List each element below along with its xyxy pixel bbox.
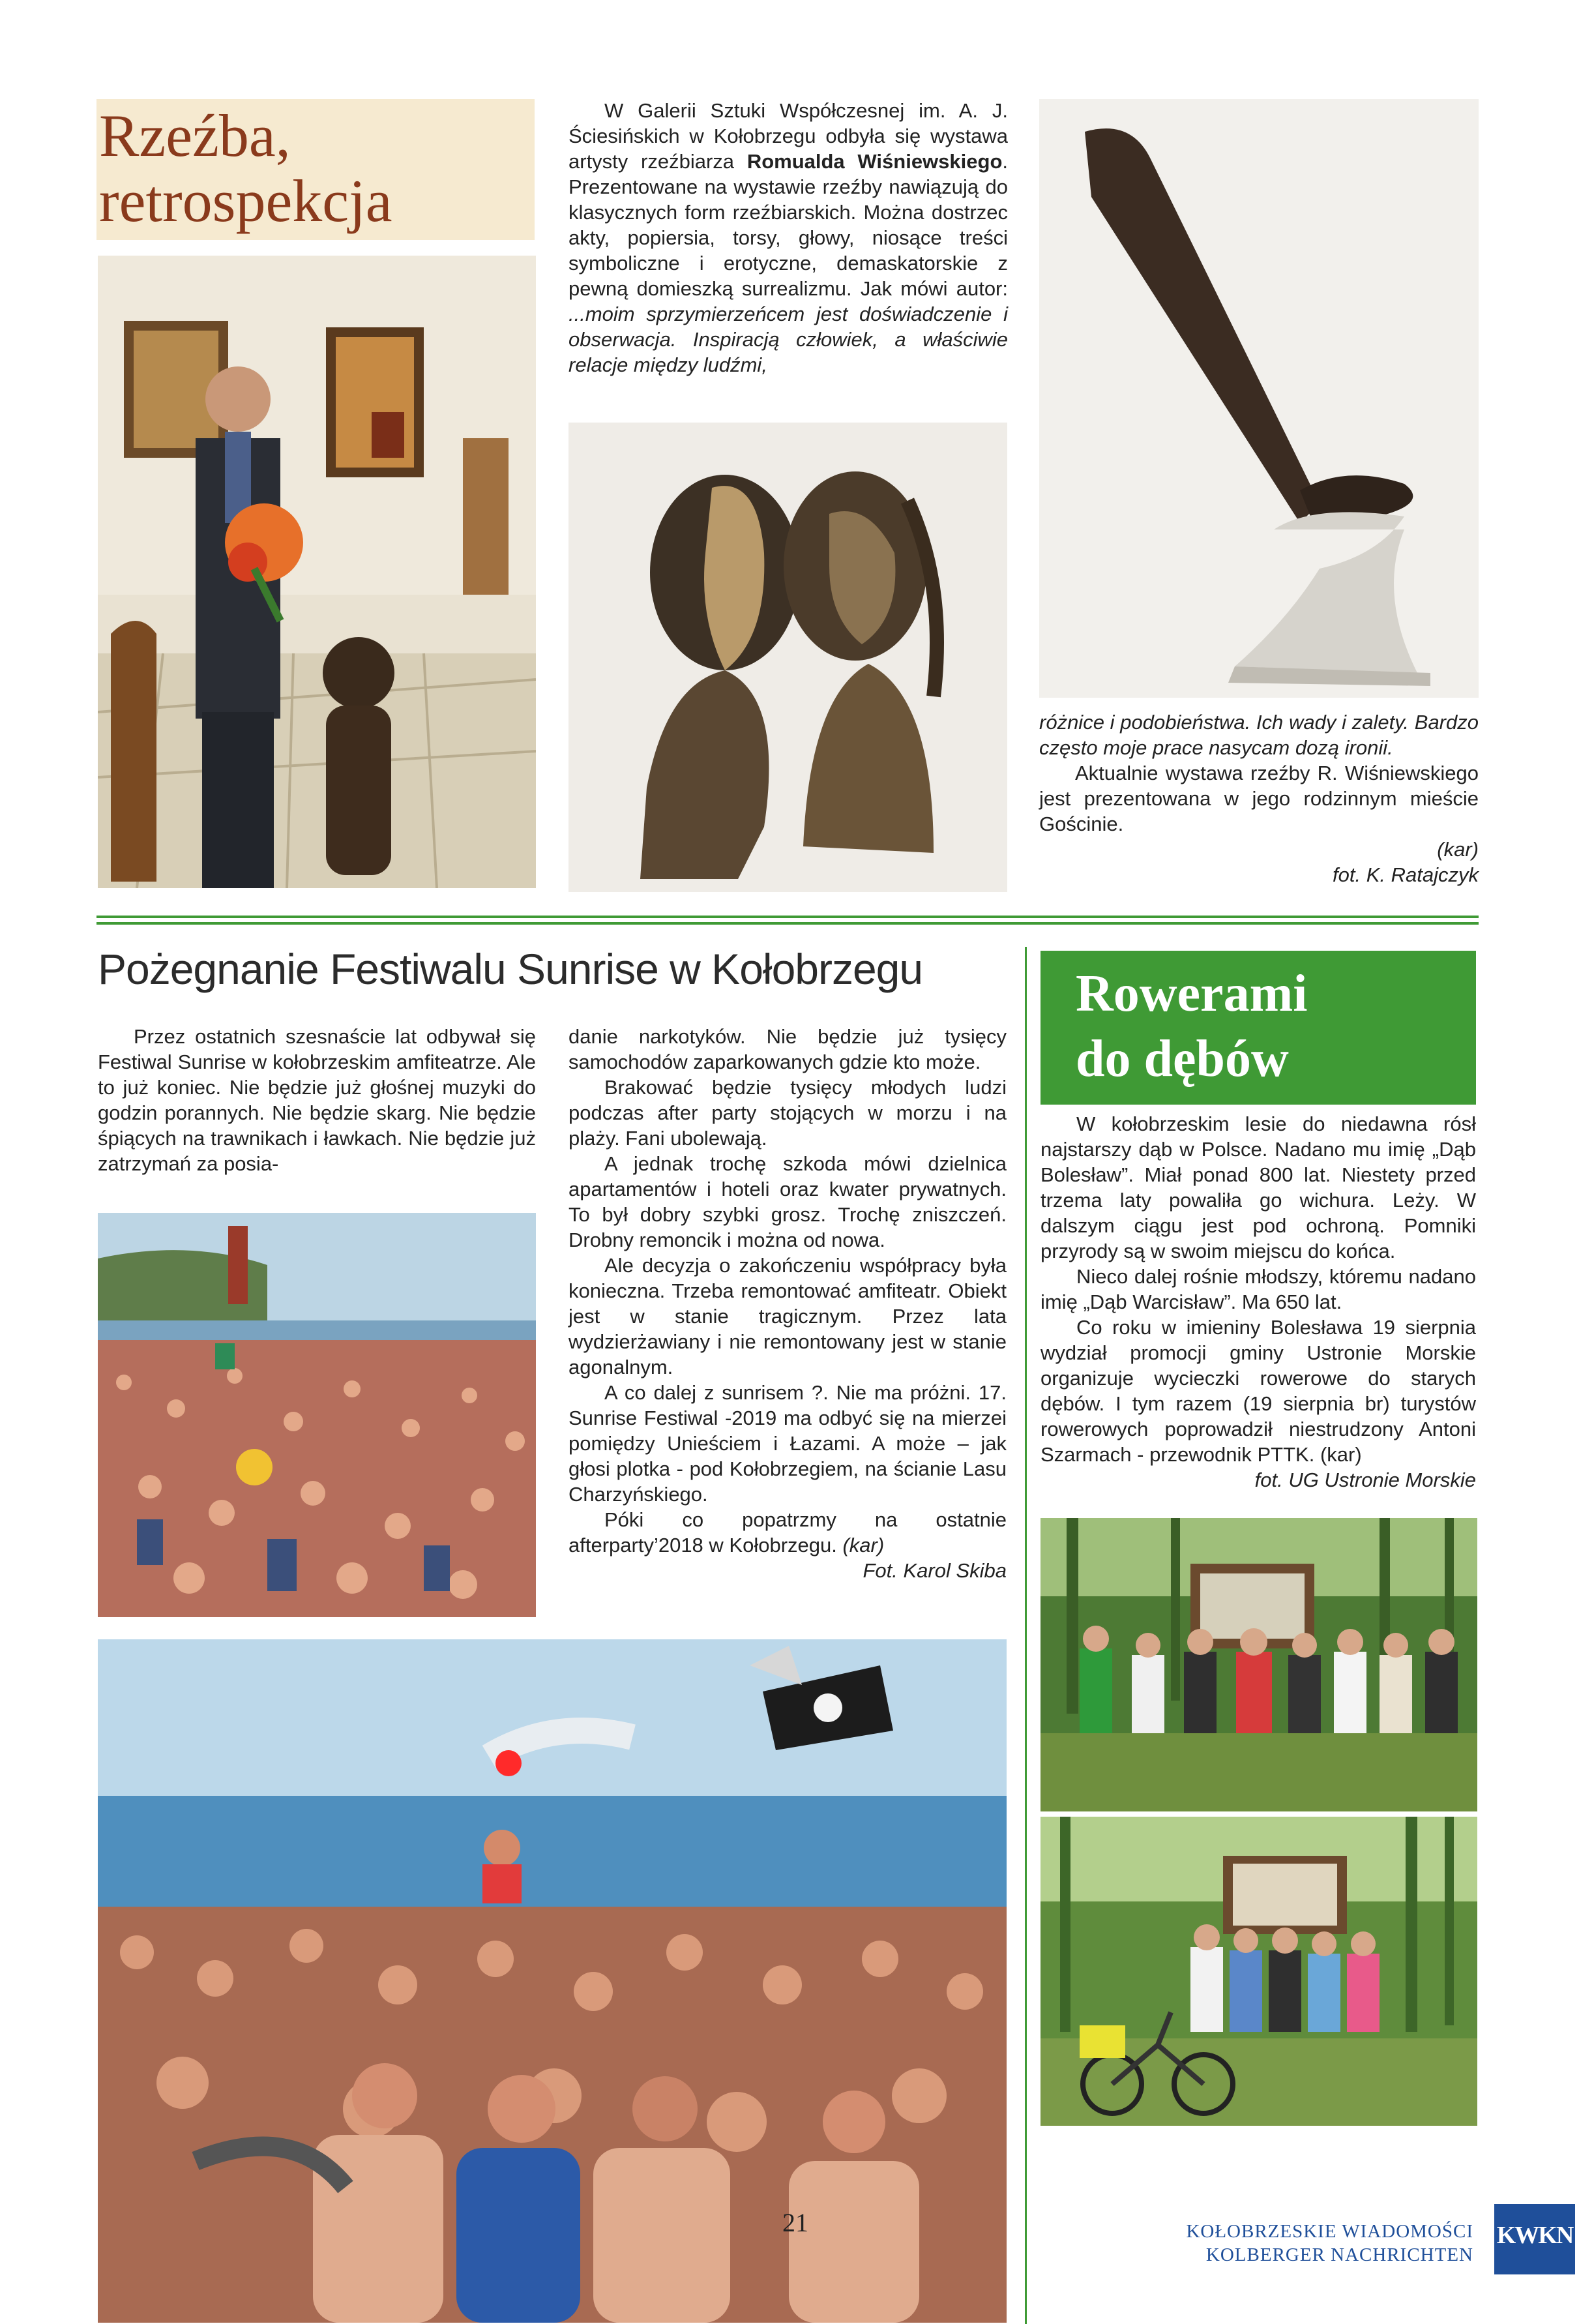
article3-paragraph3: Co roku w imieniny Bolesława 19 sierpnia wydział promocji gminy Ustronie Morskie organizuje wycieczki rowerowe do starych dębów. I tym razem (19 sierpnia br) turystów rowerowych poprowadził niestrudzony Antoni Szarmach - przewodnik PTTK. (kar) [1041,1316,1476,1466]
page-number: 21 [782,2208,808,2237]
article3-title-box [1041,951,1476,1105]
article2-paragraph1: Przez ostatnich szesnaście lat odbywał się Festiwal Sunrise w kołobrzeskim amfiteatrze. Ale to już koniec. Nie będzie już głośnej muzyki do godzin porannych. Nie będzie skarg. Nie będzie śpiących na trawnikach i ławkach. Nie będzie już zatrzymań za posia- [98,1025,536,1175]
photo-sculpture-heads [568,423,1007,892]
photo-artist-in-gallery [98,256,536,888]
footer-publication-name [1082,2220,1473,2267]
article3-paragraph1: W kołobrzeskim lesie do niedawna rósł najstarszy dąb w Polsce. Nadano mu imię „Dąb Bolesław”. Miał ponad 800 lat. Niestety przed trzema laty powaliła go wichura. Leży. W dalszym ciągu jest pod ochroną. Pomniki przyrody są w swoim miejscu do końca. [1041,1112,1476,1262]
logo-text: KWKN [1496,2222,1573,2249]
article2-paragraph1-continuation: danie narkotyków. Nie będzie już tysięcy samochodów zaparkowanych gdzie kto może. [568,1025,1007,1073]
article2-signature: (kar) [842,1534,885,1557]
article3-title-line1: Rowerami [1076,965,1308,1022]
article2-title: Pożegnanie Festiwalu Sunrise w Kołobrzegu [98,945,923,993]
article2-paragraph3: A jednak trochę szkoda mówi dzielnica apartamentów i hoteli oraz kwater prywatnych. To był dobry szybki grosz. Trochę zniszczeń. Drobny remoncik i można od nowa. [568,1152,1007,1251]
footer-line1: KOŁOBRZESKIE WIADOMOŚCI [1186,2221,1473,2242]
article1-p1-part-a: W Galerii Sztuki Współczesnej im. A. J. Ściesińskich w Kołobrzegu odbyła się wystawa artysty rzeźbiarza [568,99,1008,173]
article1-title-line1: Rzeźba, [99,102,291,169]
article2-text-column1 [98,1024,536,1176]
section-divider [96,916,1479,918]
article1-paragraph2: Aktualnie wystawa rzeźby R. Wiśniewskiego jest prezentowana w jego rodzinnym mieście Gościnie. [1039,762,1479,835]
photo-beach-crowd-2 [98,1639,1007,2323]
article2-text-column2 [568,1024,1007,1583]
article1-title-line2: retrospekcja [99,168,392,234]
article3-photo-credit: fot. UG Ustronie Morskie [1254,1468,1476,1491]
footer-line2: KOLBERGER NACHRICHTEN [1205,2244,1473,2265]
article3-title-line2: do dębów [1076,1030,1289,1088]
article1-paragraph1 [568,98,1008,378]
article1-quote-continuation: różnice i podobieństwa. Ich wady i zalety. Bardzo często moje prace nasycam dozą ironii. [1039,711,1479,759]
photo-beach-crowd-1 [98,1213,536,1617]
article2-paragraph5: A co dalej z sunrisem ?. Nie ma próżni. 17. Sunrise Festiwal -2019 ma odbyć się na mierzei pomiędzy Unieściem i Łazami. A może – jak głosi plotka - pod Kołobrzegiem, na ścianie Lasu Charzyńskiego. [568,1381,1007,1506]
article1-quote: ...moim sprzymierzeńcem jest doświadczenie i obserwacja. Inspiracją człowiek, a właściwie relacje między ludźmi, [568,303,1008,376]
article1-title-box [96,99,535,240]
article3-paragraph2: Nieco dalej rośnie młodszy, któremu nadano imię „Dąb Warcisław”. Ma 650 lat. [1041,1265,1476,1313]
artist-name: Romualda Wiśniewskiego [746,150,1003,173]
article2-paragraph4: Ale decyzja o zakończeniu współpracy była konieczna. Trzeba remontować amfiteatr. Obiekt jest w stanie tragicznym. Przez lata wydzierżawiany i nie remontowany jest w stanie agonalnym. [568,1254,1007,1378]
article2-photo-credit: Fot. Karol Skiba [863,1559,1007,1582]
photo-cyclists-group-1 [1041,1518,1477,1811]
article3-text-column [1041,1111,1476,1493]
article2-paragraph6 [568,1507,1007,1558]
photo-sculpture-arm [1039,99,1479,698]
section-divider-2 [96,922,1479,925]
article2-paragraph2: Brakować będzie tysięcy młodych ludzi podczas after party stojących w morzu i na plaży. Fani ubolewają. [568,1076,1007,1150]
publication-logo [1494,2204,1575,2274]
article1-title [99,102,392,234]
article1-p1-part-b: . Prezentowane na wystawie rzeźby nawiązują do klasycznych form rzeźbiarskich. Można dostrzec akty, popiersia, torsy, głowy, niosące treści symboliczne i erotyczne, demaskatorskie z pewną domieszką surrealizmu. Jak mówi autor: [568,150,1008,300]
photo-cyclists-group-2 [1041,1817,1477,2126]
article1-signature: (kar) [1437,838,1479,861]
article2-p6-text: Póki co popatrzmy na ostatnie afterparty’2018 w Kołobrzegu. [568,1508,1007,1557]
column-divider [1025,947,1027,2324]
article1-photo-credit: fot. K. Ratajczyk [1333,863,1479,886]
article1-text-column1 [568,98,1008,378]
article1-text-column2 [1039,709,1479,887]
article3-title [1076,961,1307,1092]
